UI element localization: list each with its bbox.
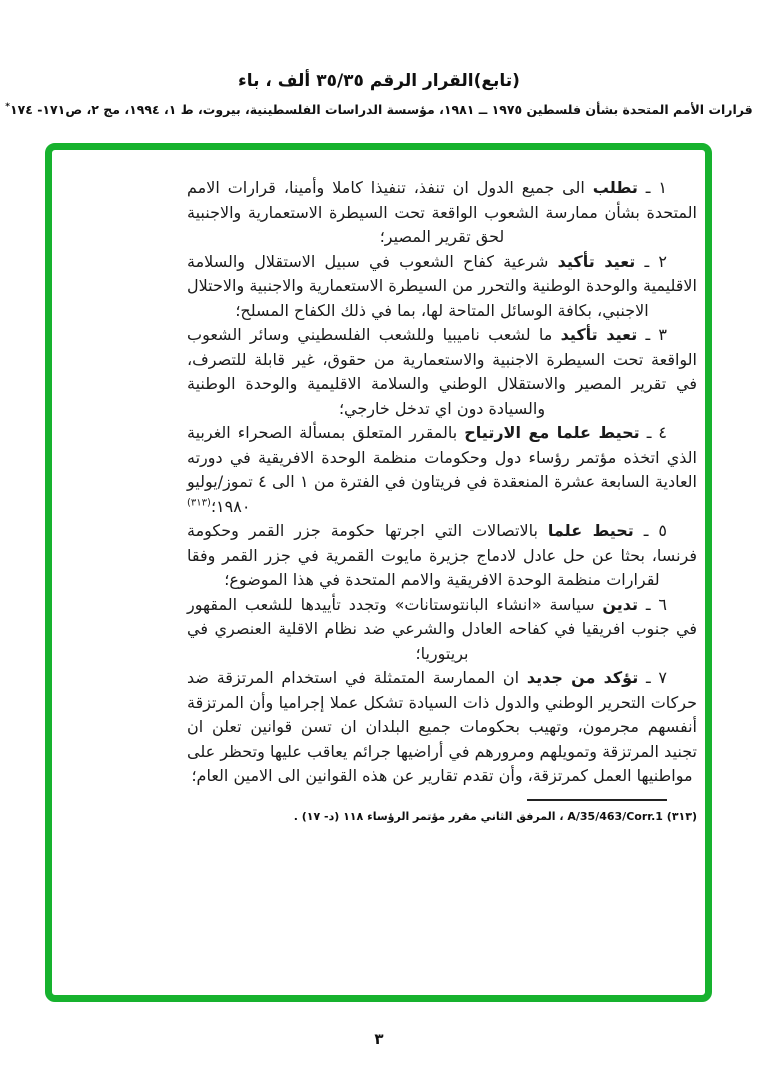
paragraph-number: ٦ ـ bbox=[645, 594, 668, 614]
paragraph-lead: تدين bbox=[602, 594, 639, 614]
paragraph-number: ٤ ـ bbox=[646, 423, 667, 442]
paragraph-number: ٥ ـ bbox=[643, 521, 667, 540]
page-title: (تابع)القرار الرقم ٣٥/٣٥ ألف ، باء bbox=[238, 71, 520, 91]
paragraph-body: ما لشعب ناميبيا وللشعب الفلسطيني وسائر الشعوب الواقعة تحت السيطرة الاجنبية والاستعمارية من حقوق، غير قابلة للتصرف، في تقرير المصير والاستقلال الوطني والسلامة الاقليمية والوحدة الوطنية والسيادة دون اي تدخل خارجي؛ bbox=[187, 325, 697, 418]
paragraph-lead: تحيط علما مع الارتياح bbox=[464, 423, 640, 442]
paragraph-body: شرعية كفاح الشعوب في سبيل الاستقلال والسلامة الاقليمية والوحدة الوطنية والتحرر من السيطرة الاستعمارية والاجنبية والاحتلال الاجنبي، بكافة الوسائل المتاحة لها، بما في ذلك الكفاح المسلح؛ bbox=[187, 251, 697, 320]
resolution-paragraph-1 bbox=[187, 176, 697, 250]
paragraph-body: بالاتصالات التي اجرتها حكومة جزر القمر وحكومة فرنسا، بحثا عن حل عادل لادماج جزيرة مايوت القمرية في جزر القمر وفقا لقرارات منظمة الوحدة الافريقية والامم المتحدة في هذا الموضوع؛ bbox=[187, 521, 697, 589]
source-note-mark: * bbox=[5, 102, 10, 112]
resolution-paragraph-6 bbox=[187, 593, 697, 667]
resolution-text-block bbox=[187, 176, 697, 825]
resolution-paragraph-5 bbox=[187, 519, 697, 593]
paragraph-lead: تطلب bbox=[592, 178, 638, 197]
paragraph-lead: تعيد تأكيد bbox=[560, 325, 638, 344]
paragraph-body: الى جميع الدول ان تنفذ، تنفيذا كاملا وأمينا، قرارات الامم المتحدة بشأن ممارسة الشعوب الواقعة تحت السيطرة الاستعمارية والاجنبية لحق تقرير المصير؛ bbox=[187, 178, 697, 246]
resolution-paragraph-2 bbox=[187, 250, 697, 324]
source-citation bbox=[0, 102, 758, 117]
footnote-separator bbox=[527, 799, 667, 801]
resolution-paragraph-4 bbox=[187, 421, 697, 519]
paragraph-body: سياسة «انشاء البانتوستانات» وتجدد تأييدها للشعب المقهور في جنوب افريقيا في كفاحه العادل والشرعي ضد نظام الاقلية العنصري في بريتوريا؛ bbox=[187, 594, 697, 663]
paragraph-number: ١ ـ bbox=[645, 178, 667, 197]
paragraph-lead: تعيد تأكيد bbox=[557, 251, 636, 271]
resolution-paragraph-3 bbox=[187, 323, 697, 421]
source-citation-text: قرارات الأمم المتحدة بشأن فلسطين ١٩٧٥ ــ ١٩٨١، مؤسسة الدراسات الفلسطينية، بيروت، ط ١، ١٩٩٤، مج ٢، ص١٧١- ١٧٤ bbox=[9, 102, 753, 118]
document-frame bbox=[45, 143, 712, 1002]
page-number: ٣ bbox=[374, 1030, 384, 1048]
paragraph-body: ان الممارسة المتمثلة في استخدام المرتزقة ضد حركات التحرير الوطني والدول ذات السيادة تشكل عملا إجراميا وأن المرتزقة أنفسهم مجرمون، وتهيب بحكومات جميع البلدان ان تسن قوانين تعلن ان تجنيد المرتزقة وتمويلهم ومرورهم في أراضيها جرائم يعاقب عليها وتحظر على مواطنيها العمل كمرتزقة، وأن تقدم تقارير عن هذه القوانين الى الامين العام؛ bbox=[187, 668, 697, 785]
footnote: (٣١٣) A/35/463/Corr.1 ، المرفق الثاني مقرر مؤتمر الرؤساء ١١٨ (د- ١٧) . bbox=[293, 809, 697, 823]
paragraph-number: ٢ ـ bbox=[644, 251, 667, 271]
paragraph-lead: تؤكد من جديد bbox=[526, 668, 639, 687]
resolution-paragraph-7 bbox=[187, 666, 697, 789]
paragraph-body: بالمقرر المتعلق بمسألة الصحراء الغربية الذي اتخذه مؤتمر رؤساء دول وحكومات منظمة الوحدة الافريقية في دورته العادية السابعة عشرة المنعقدة في فريتاون في الفترة من ١ الى ٤ تموز/يوليو ١٩٨٠؛ bbox=[187, 423, 698, 516]
paragraph-lead: تحيط علما bbox=[547, 521, 634, 540]
paragraph-number: ٧ ـ bbox=[645, 668, 667, 687]
paragraph-number: ٣ ـ bbox=[645, 325, 668, 344]
footnote-ref-mark: (٣١٣) bbox=[187, 497, 211, 509]
